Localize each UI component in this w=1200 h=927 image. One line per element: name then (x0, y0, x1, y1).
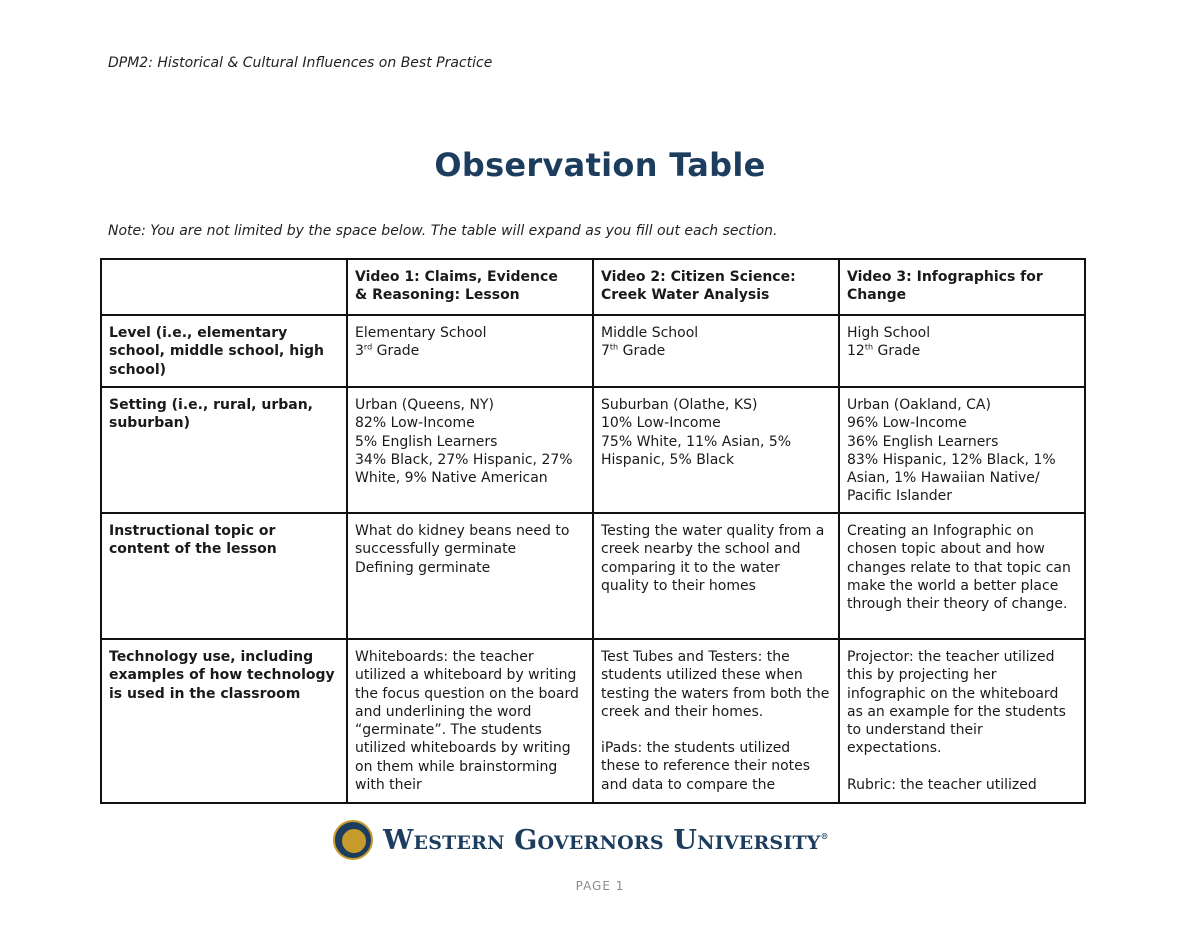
document-header: DPM2: Historical & Cultural Influences on Best Practice (108, 55, 493, 71)
row-label-technology: Technology use, including examples of how technology is used in the classroom (101, 639, 347, 803)
cell-technology-video-1: Whiteboards: the teacher utilized a whiteboard by writing the focus question on the board and underlining the word “germinate”. The students utilized whiteboards by writing on them while brainstorming with their (347, 639, 593, 803)
row-label-topic: Instructional topic or content of the lesson (101, 513, 347, 639)
cell-setting-video-1: Urban (Queens, NY) 82% Low-Income 5% English Learners 34% Black, 27% Hispanic, 27% White, 9% Native American (347, 387, 593, 513)
cell-technology-video-2: Test Tubes and Testers: the students utilized these when testing the waters from both the creek and their homes. iPads: the students utilized these to reference their notes and data to compare the (593, 639, 839, 803)
observation-table (100, 258, 1086, 804)
cell-topic-video-3: Creating an Infographic on chosen topic about and how changes relate to that topic can make the world a better place through their theory of change. (839, 513, 1085, 639)
table-row-topic (101, 513, 1085, 639)
cell-level-video-2: Middle School 7th Grade (593, 315, 839, 387)
instruction-note: Note: You are not limited by the space below. The table will expand as you fill out each section. (108, 223, 778, 239)
cell-setting-video-2: Suburban (Olathe, KS) 10% Low-Income 75% White, 11% Asian, 5% Hispanic, 5% Black (593, 387, 839, 513)
header-corner-cell (101, 259, 347, 315)
table-header-row (101, 259, 1085, 315)
row-label-setting: Setting (i.e., rural, urban, suburban) (101, 387, 347, 513)
page-title: Observation Table (434, 146, 766, 184)
column-header-video-2: Video 2: Citizen Science: Creek Water Analysis (593, 259, 839, 315)
cell-topic-video-1: What do kidney beans need to successfully germinate Defining germinate (347, 513, 593, 639)
wgu-logo (333, 818, 829, 862)
table-row-technology (101, 639, 1085, 803)
row-label-level: Level (i.e., elementary school, middle school, high school) (101, 315, 347, 387)
column-header-video-1: Video 1: Claims, Evidence & Reasoning: Lesson (347, 259, 593, 315)
cell-topic-video-2: Testing the water quality from a creek nearby the school and comparing it to the water quality to their homes (593, 513, 839, 639)
cell-technology-video-3: Projector: the teacher utilized this by projecting her infographic on the whiteboard as an example for the students to understand their expectations. Rubric: the teacher utilized (839, 639, 1085, 803)
table-row-setting (101, 387, 1085, 513)
page-number: PAGE 1 (575, 879, 625, 893)
university-seal-icon (333, 820, 373, 860)
cell-setting-video-3: Urban (Oakland, CA) 96% Low-Income 36% English Learners 83% Hispanic, 12% Black, 1% Asian, 1% Hawaiian Native/ Pacific Islander (839, 387, 1085, 513)
logo-wordmark: Western Governors University® (383, 824, 829, 856)
cell-level-video-1: Elementary School 3rd Grade (347, 315, 593, 387)
table-row-level (101, 315, 1085, 387)
column-header-video-3: Video 3: Infographics for Change (839, 259, 1085, 315)
cell-level-video-3: High School 12th Grade (839, 315, 1085, 387)
